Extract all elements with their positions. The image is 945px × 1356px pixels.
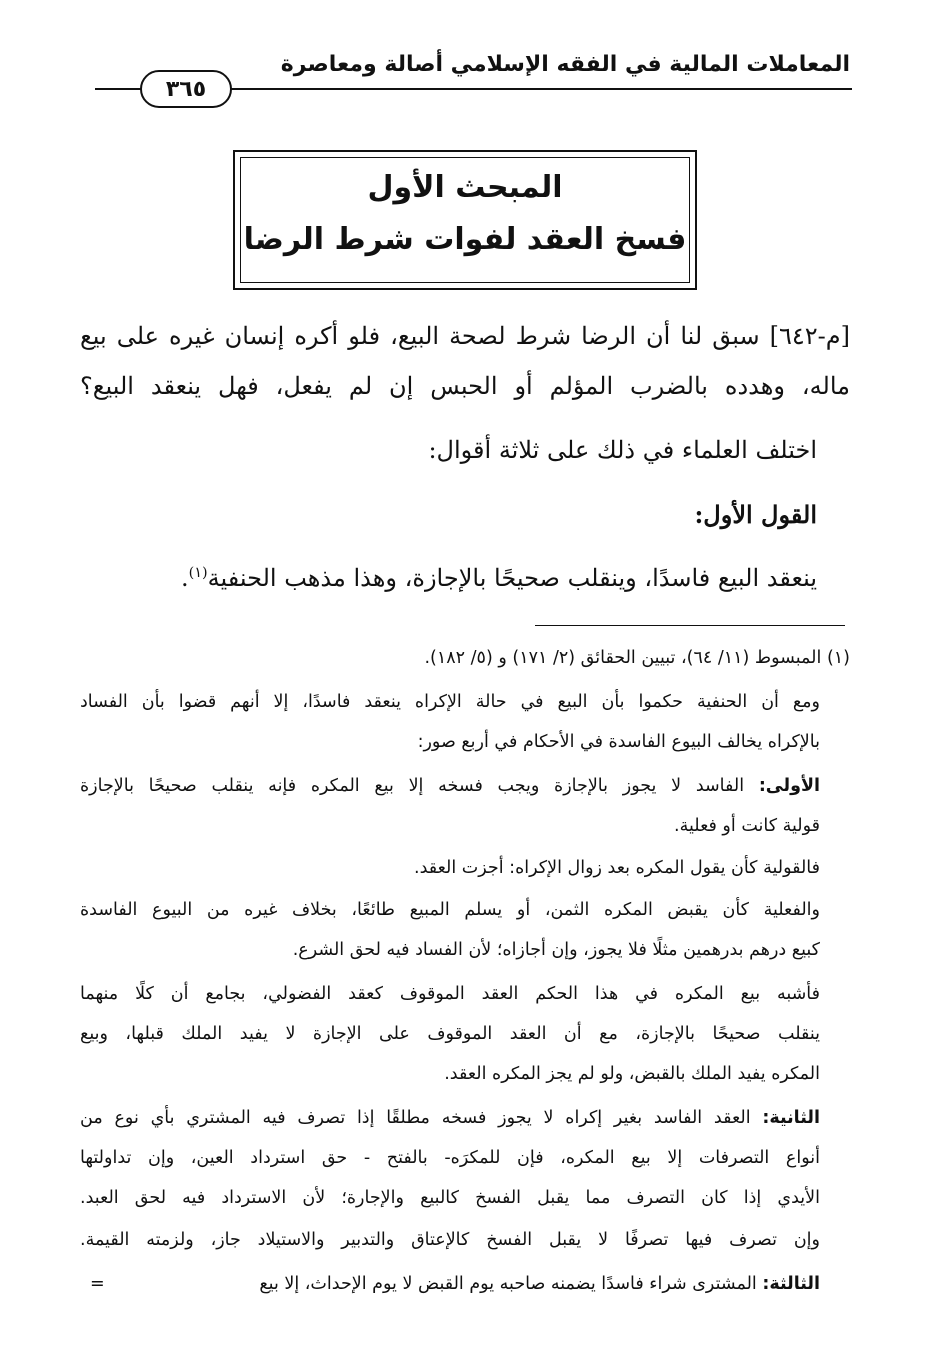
footnote-first-line2: قولية كانت أو فعلية.	[674, 816, 820, 836]
running-title: المعاملات المالية في الفقه الإسلامي أصالة ومعاصرة	[280, 52, 850, 77]
footnote-second-line4: وإن تصرف فيها تصرفًا لا يقبل الفسخ كالإعتاق والتدبير والاستيلاد جاز، ولزمته القيمة.	[80, 1230, 820, 1250]
body-p3-heading: القول الأول:	[694, 500, 817, 529]
footnote-first-text: الفاسد لا يجوز بالإجازة ويجب فسخه إلا بيع المكره فإنه ينقلب صحيحًا بالإجازة	[80, 776, 745, 796]
footnote-second-line2: أنواع التصرفات إلا بيع المكره، فإن للمكرَه- بالفتح - حق استرداد العين، وإن تداولتها	[80, 1148, 820, 1168]
footnote-third-text: المشترى شراء فاسدًا يضمنه صاحبه يوم القبض لا يوم الإحداث، إلا بيع	[259, 1274, 757, 1294]
footnote-similar-line3: المكره يفيد الملك بالقبض، ولو لم يجز المكره العقد.	[444, 1064, 820, 1084]
footnote-similar-line2: ينقلب صحيحًا بالإجازة، مع أن العقد الموقوف على الإجازة لا يفيد الملك قبلها، وبيع	[80, 1024, 820, 1044]
page-number: ٣٦٥	[140, 70, 232, 108]
body-p2: اختلف العلماء في ذلك على ثلاثة أقوال:	[428, 436, 817, 464]
footnote-second-line1	[80, 1108, 820, 1128]
body-p1-line2: ماله، وهدده بالضرب المؤلم أو الحبس إن لم يفعل، فهل ينعقد البيع؟	[80, 372, 850, 400]
footnote-1-marker: (١)	[826, 648, 850, 668]
footnote-first-label: الأولى:	[758, 776, 820, 796]
body-p4-text: ينعقد البيع فاسدًا، وينقلب صحيحًا بالإجازة، وهذا مذهب الحنفية	[207, 564, 817, 592]
body-p1-line1: [م-٦٤٢] سبق لنا أن الرضا شرط لصحة البيع، فلو أكره إنسان غيره على بيع	[80, 322, 850, 350]
continuation-mark: =	[90, 1274, 105, 1294]
footnote-verbal: فالقولية كأن يقول المكره بعد زوال الإكراه: أجزت العقد.	[414, 858, 820, 878]
footnote-third-line1	[80, 1274, 820, 1294]
footnote-similar-line1: فأشبه بيع المكره في هذا الحكم العقد الموقوف كعقد الفضولي، بجامع أن كلًا منهما	[80, 984, 820, 1004]
footnote-line: ومع أن الحنفية حكموا بأن البيع في حالة الإكراه ينعقد فاسدًا، إلا أنهم قضوا بأن الفساد	[80, 692, 820, 712]
footnote-1-source-line	[80, 648, 850, 668]
footnote-practical-line2: كبيع درهم بدرهمين مثلًا فلا يجوز، وإن أجازاه؛ لأن الفساد فيه لحق الشرع.	[292, 940, 820, 960]
footnote-second-label: الثانية:	[762, 1108, 820, 1128]
section-title-box	[233, 150, 697, 290]
footnote-practical-line1: والفعلية كأن يقبض المكره الثمن، أو يسلم المبيع طائعًا، بخلاف غيره من البيوع الفاسدة	[80, 900, 820, 920]
footnote-second-text: العقد الفاسد بغير إكراه لا يجوز فسخه مطلقًا إذا تصرف فيه المشتري بأي نوع من	[80, 1108, 751, 1128]
body-p4-end: .	[180, 564, 189, 592]
footnote-ref: (١)	[188, 565, 208, 581]
section-subheading: فسخ العقد لفوات شرط الرضا	[243, 222, 687, 257]
footnote-first-line1	[80, 776, 820, 796]
footnote-third-label: الثالثة:	[762, 1274, 820, 1294]
footnote-1-source: المبسوط (١١/ ٦٤)، تبيين الحقائق (٢/ ١٧١) و (٥/ ١٨٢).	[424, 648, 822, 668]
footnote-line: بالإكراه يخالف البيوع الفاسدة في الأحكام في أربع صور:	[417, 732, 820, 752]
section-heading: المبحث الأول	[367, 170, 563, 205]
footnote-rule	[535, 625, 845, 626]
body-p4	[80, 564, 817, 592]
footnote-second-line3: الأيدي إذا كان التصرف مما يقبل الفسخ كالبيع والإجارة؛ لأن الاسترداد فيه لحق العبد.	[80, 1188, 820, 1208]
